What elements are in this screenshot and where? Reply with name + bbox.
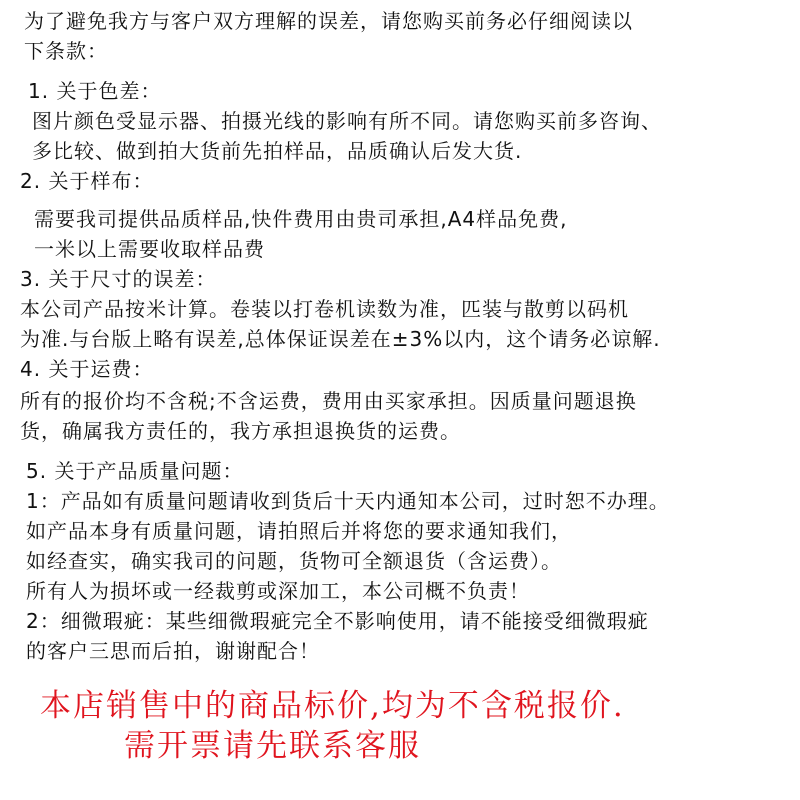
section-4-line-2: 货，确属我方责任的，我方承担退换货的运费。 (20, 419, 461, 443)
section-3-line-1: 本公司产品按米计算。卷装以打卷机读数为准，匹装与散剪以码机 (20, 297, 629, 321)
intro-line-1: 为了避免我方与客户双方理解的误差，请您购买前务必仔细阅读以 (24, 9, 633, 33)
section-1-heading: 1. 关于色差： (28, 79, 162, 103)
section-3-heading: 3. 关于尺寸的误差： (20, 267, 217, 291)
section-2-line-1: 需要我司提供品质样品,快件费用由贵司承担,A4样品免费, (34, 207, 568, 231)
invoice-notice: 需开票请先联系客服 (124, 728, 421, 764)
section-5-heading: 5. 关于产品质量问题： (26, 459, 244, 483)
section-5-line-3: 如经查实，确实我司的问题，货物可全额退货（含运费）。 (26, 549, 562, 573)
section-2-line-2: 一米以上需要收取样品费 (34, 237, 265, 261)
section-5-line-1: 1：产品如有质量问题请收到货后十天内通知本公司，过时恕不办理。 (26, 489, 670, 513)
section-1-line-2: 多比较、做到拍大货前先拍样品，品质确认后发大货. (32, 139, 523, 163)
intro-line-2: 下条款： (24, 39, 108, 63)
section-2-heading: 2. 关于样布： (20, 169, 154, 193)
section-5-line-6: 的客户三思而后拍，谢谢配合！ (26, 639, 320, 663)
section-1-line-1: 图片颜色受显示器、拍摄光线的影响有所不同。请您购买前多咨询、 (32, 109, 662, 133)
section-5-line-4: 所有人为损坏或一经裁剪或深加工，本公司概不负责！ (26, 579, 530, 603)
section-3-line-2: 为准.与台版上略有误差,总体保证误差在±3%以内，这个请务必谅解. (20, 327, 661, 351)
tax-notice: 本店销售中的商品标价,均为不含税报价. (40, 688, 625, 724)
section-5-line-2: 如产品本身有质量问题，请拍照后并将您的要求通知我们， (26, 519, 572, 543)
section-4-line-1: 所有的报价均不含税;不含运费，费用由买家承担。因质量问题退换 (20, 389, 637, 413)
section-4-heading: 4. 关于运费： (20, 357, 154, 381)
section-5-line-5: 2：细微瑕疵：某些细微瑕疵完全不影响使用，请不能接受细微瑕疵 (26, 609, 649, 633)
